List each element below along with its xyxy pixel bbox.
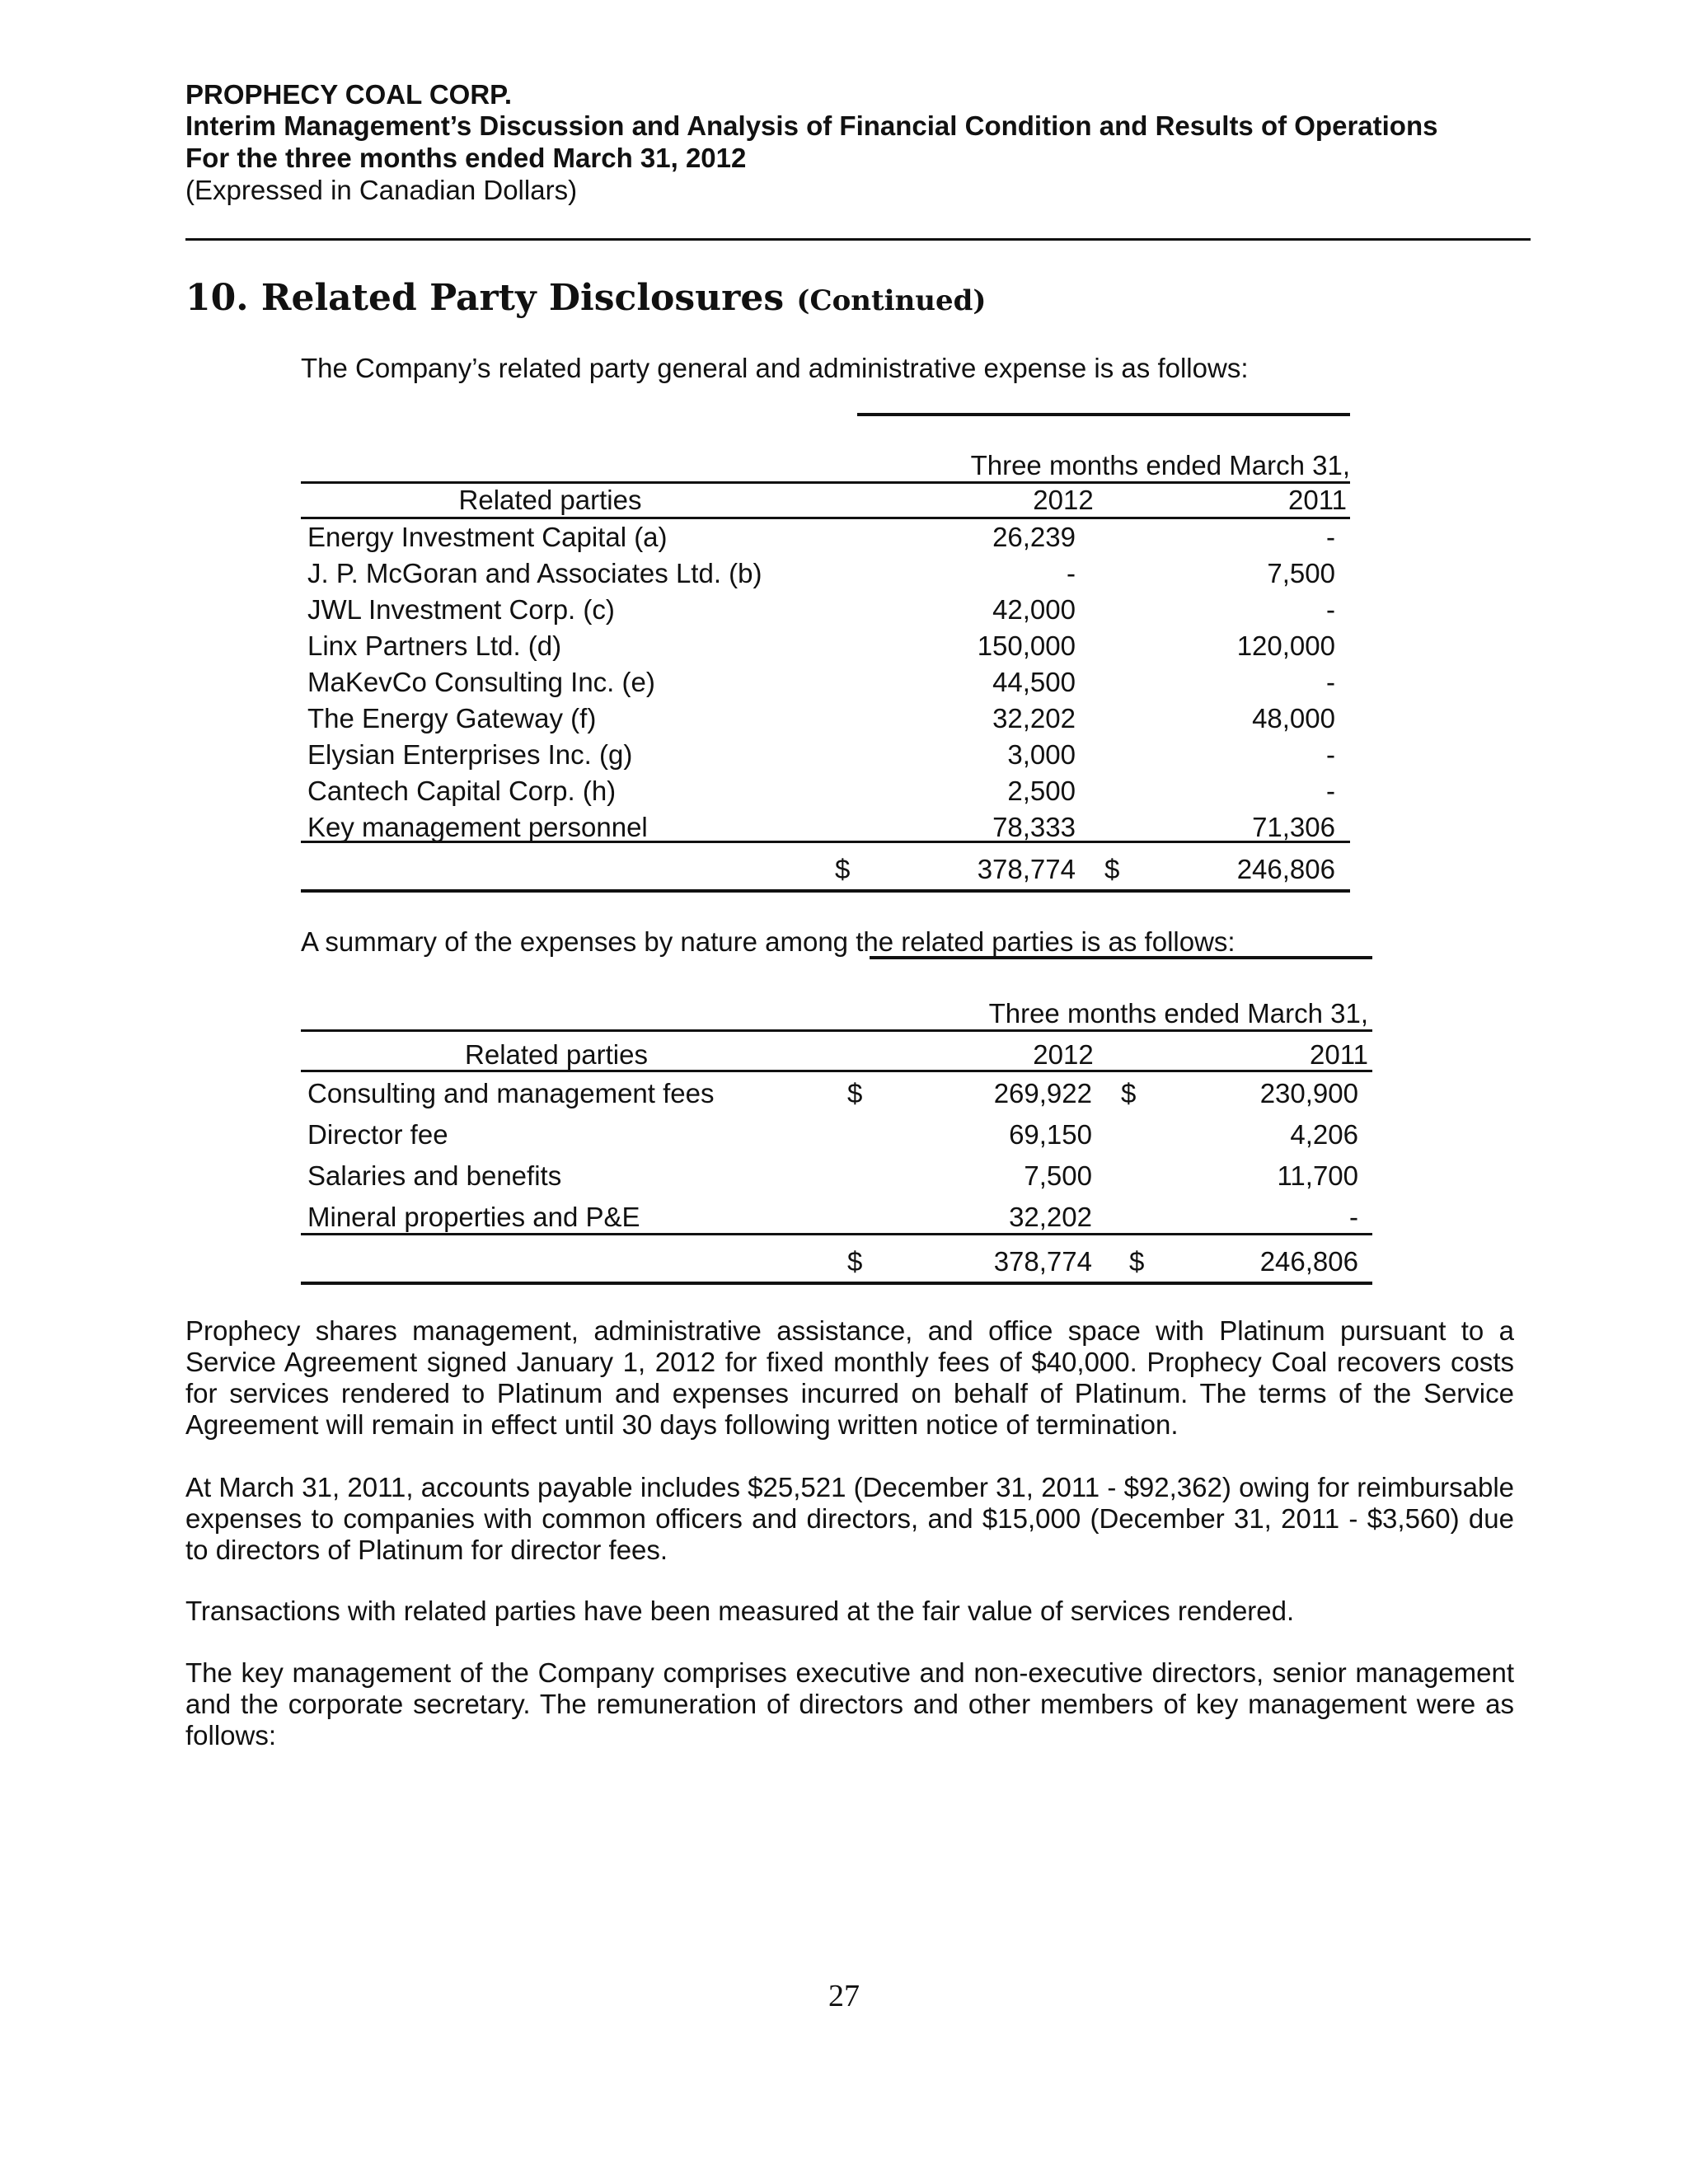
section-title — [185, 276, 987, 323]
table1-row-2012: 150,000 — [977, 630, 1076, 661]
table1-row-label: Key management personnel — [307, 812, 648, 842]
company-name: PROPHECY COAL CORP. — [185, 79, 513, 110]
table1-subtotal-rule — [301, 841, 1350, 843]
table1-row-2011: - — [1326, 776, 1335, 806]
table2-row-label: Mineral properties and P&E — [307, 1202, 640, 1232]
table1-row-2011: 48,000 — [1252, 703, 1335, 733]
table2-row-currency-2011: $ — [1121, 1078, 1137, 1108]
table1-row-2012: 2,500 — [1007, 776, 1076, 806]
table1-period-header: Three months ended March 31, — [970, 450, 1350, 480]
table1-row-label: J. P. McGoran and Associates Ltd. (b) — [307, 558, 762, 588]
currency-note: (Expressed in Canadian Dollars) — [185, 175, 578, 205]
table2-total-2011: 246,806 — [1259, 1246, 1358, 1277]
table2-row-2011: 11,700 — [1277, 1160, 1358, 1191]
table1-row-label: MaKevCo Consulting Inc. (e) — [307, 667, 655, 697]
table1-row-label: Cantech Capital Corp. (h) — [307, 776, 617, 806]
table1-top-rule — [857, 413, 1350, 416]
table1-row-2011: - — [1326, 522, 1335, 552]
table1-row-2012: 3,000 — [1007, 739, 1076, 770]
table2-intro: A summary of the expenses by nature among the related parties is as follows: — [301, 926, 1236, 957]
table2-bottom-rule — [301, 1282, 1372, 1285]
table2-row-2011: 230,900 — [1259, 1078, 1358, 1108]
table1-total-2011: 246,806 — [1236, 854, 1335, 884]
section-number: 10. — [185, 277, 249, 319]
section-title-text: Related Party Disclosures — [260, 277, 785, 319]
table1-row-label: The Energy Gateway (f) — [307, 703, 597, 733]
report-title: Interim Management’s Discussion and Analysis of Financial Condition and Results of Operations — [185, 110, 1438, 141]
table2-row-2012: 32,202 — [1009, 1202, 1092, 1232]
table1-row-2012: 26,239 — [992, 522, 1076, 552]
table2-row-2012: 269,922 — [993, 1078, 1092, 1108]
table1-total-currency-2011: $ — [1104, 854, 1120, 884]
table1-subheader-rule — [301, 517, 1350, 519]
table2-col-2012: 2012 — [1033, 1039, 1094, 1070]
table1-row-label: Energy Investment Capital (a) — [307, 522, 668, 552]
table2-total-currency-2012: $ — [847, 1246, 863, 1277]
paragraph-key-management: The key management of the Company comprises executive and non-executive directors, senior management and the corporate secretary. The remuneration of directors and other members of key management were as follows: — [185, 1657, 1514, 1750]
table1-col-label: Related parties — [458, 485, 642, 515]
header-divider — [185, 238, 1531, 241]
table2-row-currency-2012: $ — [847, 1078, 863, 1108]
section-continued: (Continued) — [796, 284, 987, 317]
table2-period-header: Three months ended March 31, — [988, 998, 1368, 1029]
table1-row-2011: 120,000 — [1236, 630, 1335, 661]
table1-row-2011: - — [1326, 739, 1335, 770]
table2-top-rule — [870, 956, 1372, 959]
table2-row-2012: 7,500 — [1024, 1160, 1092, 1191]
table1-col-2012: 2012 — [1033, 485, 1094, 515]
table1-row-2012: 44,500 — [992, 667, 1076, 697]
table1-row-2012: - — [1067, 558, 1076, 588]
table1-row-2011: - — [1326, 667, 1335, 697]
table2-total-currency-2011: $ — [1129, 1246, 1145, 1277]
table1-total-currency-2012: $ — [835, 854, 851, 884]
table1-row-label: Elysian Enterprises Inc. (g) — [307, 739, 633, 770]
paragraph-accounts-payable: At March 31, 2011, accounts payable includes $25,521 (December 31, 2011 - $92,362) owing for reimbursable expenses to companies with common officers and directors, and $15,000 (December 31, 2011 - $3,560) due to directors of Platinum for director fees. — [185, 1472, 1514, 1565]
table1-row-label: JWL Investment Corp. (c) — [307, 594, 615, 625]
page-number: 27 — [828, 1979, 860, 2013]
table2-total-2012: 378,774 — [993, 1246, 1092, 1277]
report-period: For the three months ended March 31, 2012 — [185, 143, 747, 173]
table1-col-2011: 2011 — [1288, 485, 1347, 515]
table2-subheader-rule — [301, 1070, 1372, 1072]
table2-row-label: Consulting and management fees — [307, 1078, 715, 1108]
table1-row-2011: - — [1326, 594, 1335, 625]
table1-row-2011: 71,306 — [1252, 812, 1335, 842]
table2-row-label: Director fee — [307, 1119, 448, 1150]
paragraph-fair-value: Transactions with related parties have been measured at the fair value of services rendered. — [185, 1596, 1295, 1626]
table1-intro: The Company’s related party general and administrative expense is as follows: — [301, 353, 1249, 383]
table2-row-2011: - — [1349, 1202, 1358, 1232]
table1-row-2012: 78,333 — [992, 812, 1076, 842]
table2-header-rule — [301, 1029, 1372, 1032]
table2-col-label: Related parties — [465, 1039, 648, 1070]
table2-row-2012: 69,150 — [1009, 1119, 1092, 1150]
table1-row-2012: 42,000 — [992, 594, 1076, 625]
table2-col-2011: 2011 — [1310, 1039, 1368, 1070]
table2-row-2011: 4,206 — [1290, 1119, 1358, 1150]
table1-row-2011: 7,500 — [1267, 558, 1335, 588]
table2-subtotal-rule — [301, 1233, 1372, 1235]
table1-row-2012: 32,202 — [992, 703, 1076, 733]
table1-row-label: Linx Partners Ltd. (d) — [307, 630, 562, 661]
table2-row-label: Salaries and benefits — [307, 1160, 562, 1191]
paragraph-service-agreement: Prophecy shares management, administrative assistance, and office space with Platinum pursuant to a Service Agreement signed January 1, 2012 for fixed monthly fees of $40,000. Prophecy Coal recovers costs for services rendered to Platinum and expenses incurred on behalf of Platinum. The terms of the Service Agreement will remain in effect until 30 days following written notice of termination. — [185, 1315, 1514, 1440]
table1-total-2012: 378,774 — [977, 854, 1076, 884]
table1-bottom-rule — [301, 889, 1350, 893]
